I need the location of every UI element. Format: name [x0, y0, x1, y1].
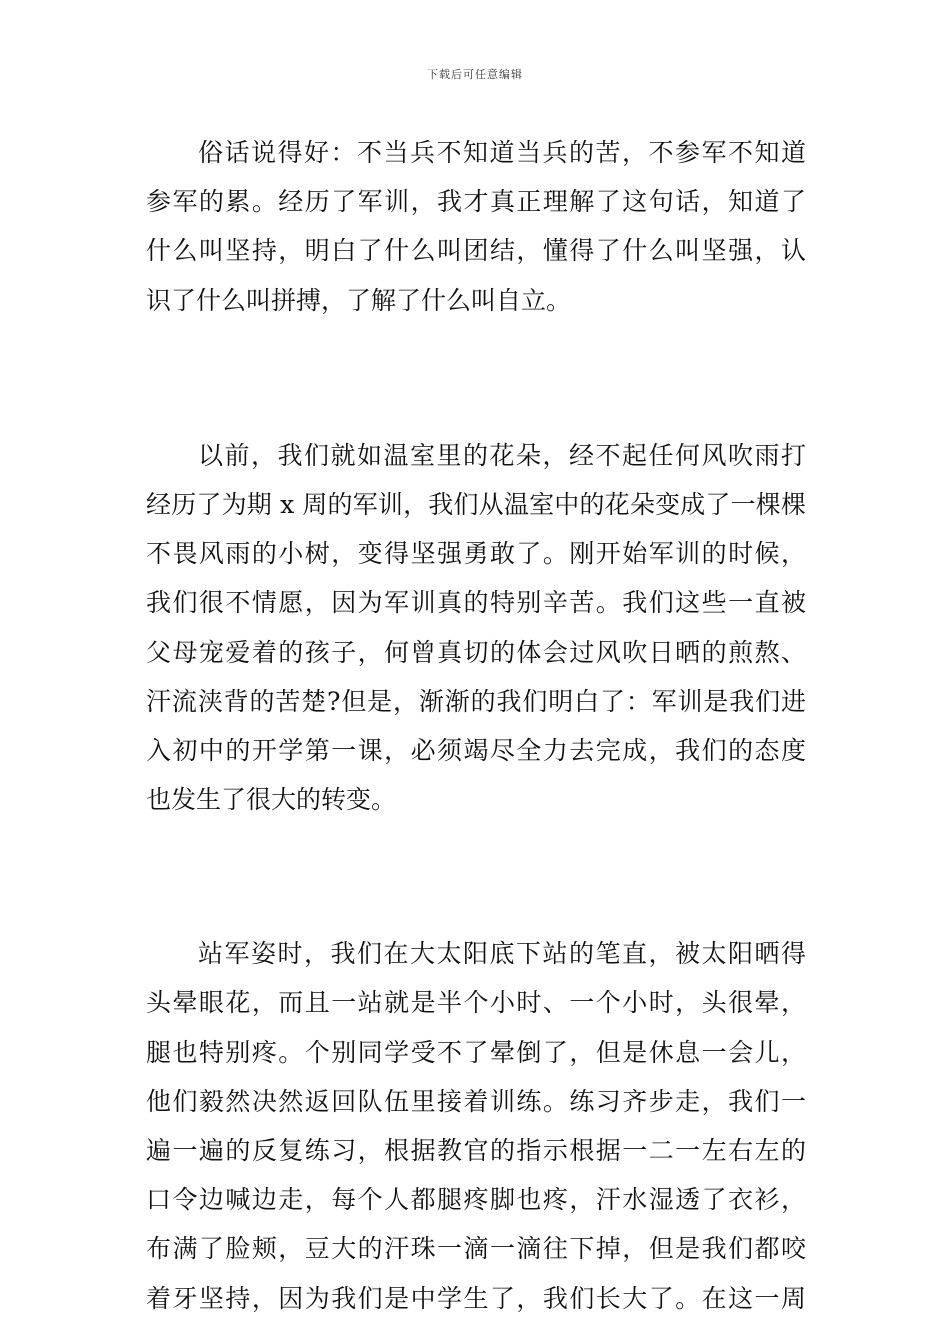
text-line: 识了什么叫拼搏，了解了什么叫自立。 [146, 285, 572, 315]
paragraph-2 [146, 431, 806, 825]
text-line: 他们毅然决然返回队伍里接着训练。练习齐步走，我们一 [146, 1086, 806, 1116]
text-line: 我们很不情愿，因为军训真的特别辛苦。我们这些一直被 [146, 588, 806, 618]
text-line: 以前，我们就如温室里的花朵，经不起任何风吹雨打 [198, 440, 806, 470]
paragraph-1 [146, 128, 806, 325]
paragraph-spacer [146, 325, 806, 431]
text-line: 遍一遍的反复练习，根据教官的指示根据一二一左右左的 [146, 1136, 806, 1165]
text-line: 父母宠爱着的孩子，何曾真切的体会过风吹日晒的煎熬、 [146, 637, 806, 667]
text-line: 也发生了很大的转变。 [146, 785, 397, 815]
paragraph-spacer [146, 824, 806, 929]
text-line: 什么叫坚持，明白了什么叫团结，懂得了什么叫坚强，认 [146, 236, 806, 266]
paragraph-3 [146, 929, 806, 1323]
text-line: 布满了脸颊，豆大的汗珠一滴一滴往下掉，但是我们都咬 [146, 1234, 806, 1264]
text-line: 站军姿时，我们在大太阳底下站的笔直，被太阳晒得 [198, 939, 806, 969]
text-line: 腿也特别疼。个别同学受不了晕倒了，但是休息一会儿， [146, 1037, 806, 1067]
text-line: 汗流浃背的苦楚?但是，渐渐的我们明白了：军训是我们进 [146, 686, 806, 716]
text-line: 俗话说得好：不当兵不知道当兵的苦，不参军不知道 [198, 138, 806, 167]
text-line: 入初中的开学第一课，必须竭尽全力去完成，我们的态度 [146, 735, 806, 765]
text-line: 参军的累。经历了军训，我才真正理解了这句话，知道了 [146, 187, 806, 217]
text-line: 口令边喊边走，每个人都腿疼脚也疼，汗水湿透了衣衫， [146, 1185, 806, 1215]
text-line: 头晕眼花，而且一站就是半个小时、一个小时，头很晕， [146, 988, 806, 1018]
text-line: 不畏风雨的小树，变得坚强勇敢了。刚开始军训的时候， [146, 539, 806, 569]
text-line: 经历了为期 x 周的军训，我们从温室中的花朵变成了一棵棵 [146, 489, 806, 519]
document-body [146, 128, 806, 1323]
text-line: 着牙坚持，因为我们是中学生了，我们长大了。在这一周 [146, 1283, 806, 1313]
page-header: 下载后可任意编辑 [427, 68, 523, 81]
